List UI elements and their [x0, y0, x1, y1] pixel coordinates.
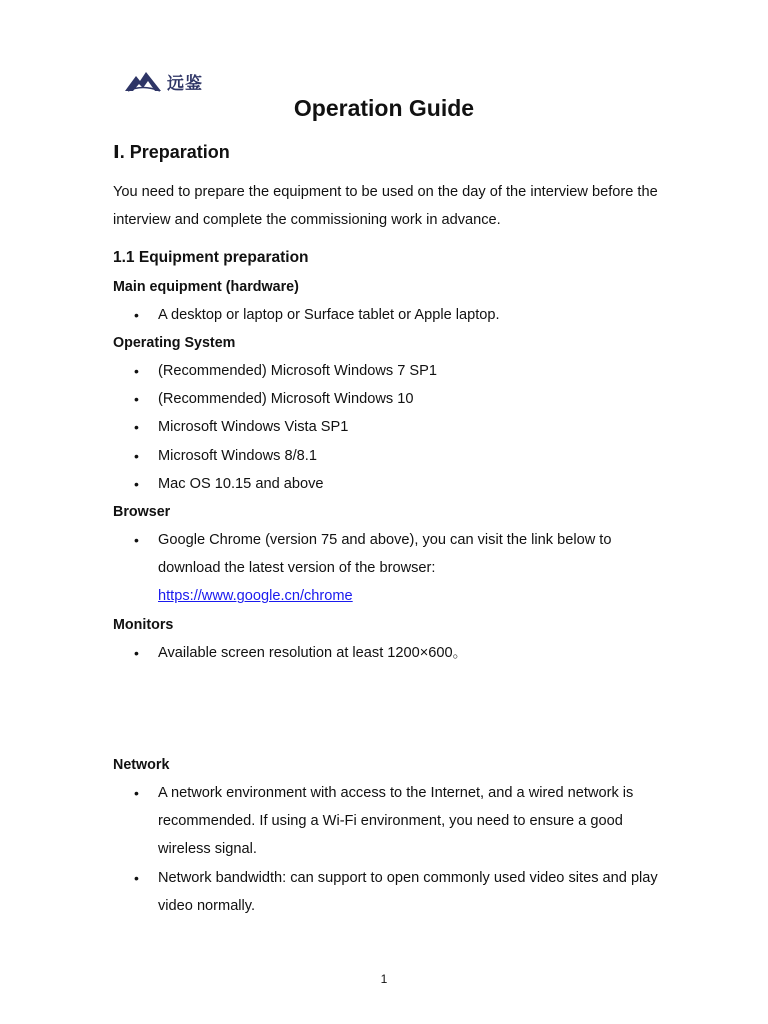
operating-system-heading: Operating System: [113, 335, 236, 351]
monitors-list: [113, 639, 673, 667]
monitors-heading: Monitors: [113, 617, 174, 633]
list-item: • Network bandwidth: can support to open commonly used video sites and play video normally.: [113, 864, 673, 920]
logo-text: 远鉴: [167, 73, 203, 93]
intro-paragraph: You need to prepare the equipment to be used on the day of the interview before the interview and complete the commissioning work in advance.: [113, 184, 658, 228]
list-item: • A network environment with access to the Internet, and a wired network is recommended. If using a Wi-Fi environment, you need to ensure a good wireless signal.: [113, 779, 673, 864]
bullet-icon: •: [134, 419, 139, 436]
mountain-logo-icon: [124, 70, 162, 92]
chrome-download-link[interactable]: https://www.google.cn/chrome: [158, 588, 353, 605]
page-title: Operation Guide: [293, 95, 475, 121]
bullet-icon: •: [134, 785, 139, 801]
list-item: • Google Chrome (version 75 and above), you can visit the link below to download the latest version of the browser: https://www.google.cn/chrome: [113, 526, 673, 611]
list-item: • (Recommended) Microsoft Windows 7 SP1: [113, 357, 673, 385]
bullet-icon: •: [134, 532, 139, 548]
section-heading: Ⅰ. Preparation: [113, 142, 230, 162]
logo: [124, 68, 203, 94]
operating-system-list: [113, 357, 673, 498]
bullet-icon: •: [134, 307, 139, 323]
network-heading: Network: [113, 757, 170, 773]
subsection-heading: 1.1 Equipment preparation: [113, 249, 309, 266]
bullet-icon: •: [134, 447, 139, 464]
bullet-icon: •: [134, 645, 139, 661]
list-item: • (Recommended) Microsoft Windows 10: [113, 385, 673, 413]
main-equipment-heading: Main equipment (hardware): [113, 279, 299, 295]
list-item: • Microsoft Windows 8/8.1: [113, 442, 673, 470]
list-item: • Microsoft Windows Vista SP1: [113, 413, 673, 441]
bullet-icon: •: [134, 363, 139, 379]
bullet-icon: •: [134, 475, 139, 492]
bullet-icon: •: [134, 869, 139, 886]
network-list: [113, 779, 673, 920]
list-item: • Mac OS 10.15 and above: [113, 470, 673, 498]
page-number: 1: [380, 972, 388, 986]
bullet-icon: •: [134, 391, 139, 408]
main-equipment-list: [113, 301, 673, 329]
browser-heading: Browser: [113, 504, 171, 520]
list-item: • Available screen resolution at least 1200×600。: [113, 639, 673, 667]
list-item: • A desktop or laptop or Surface tablet or Apple laptop.: [113, 301, 673, 329]
browser-list: [113, 526, 673, 611]
